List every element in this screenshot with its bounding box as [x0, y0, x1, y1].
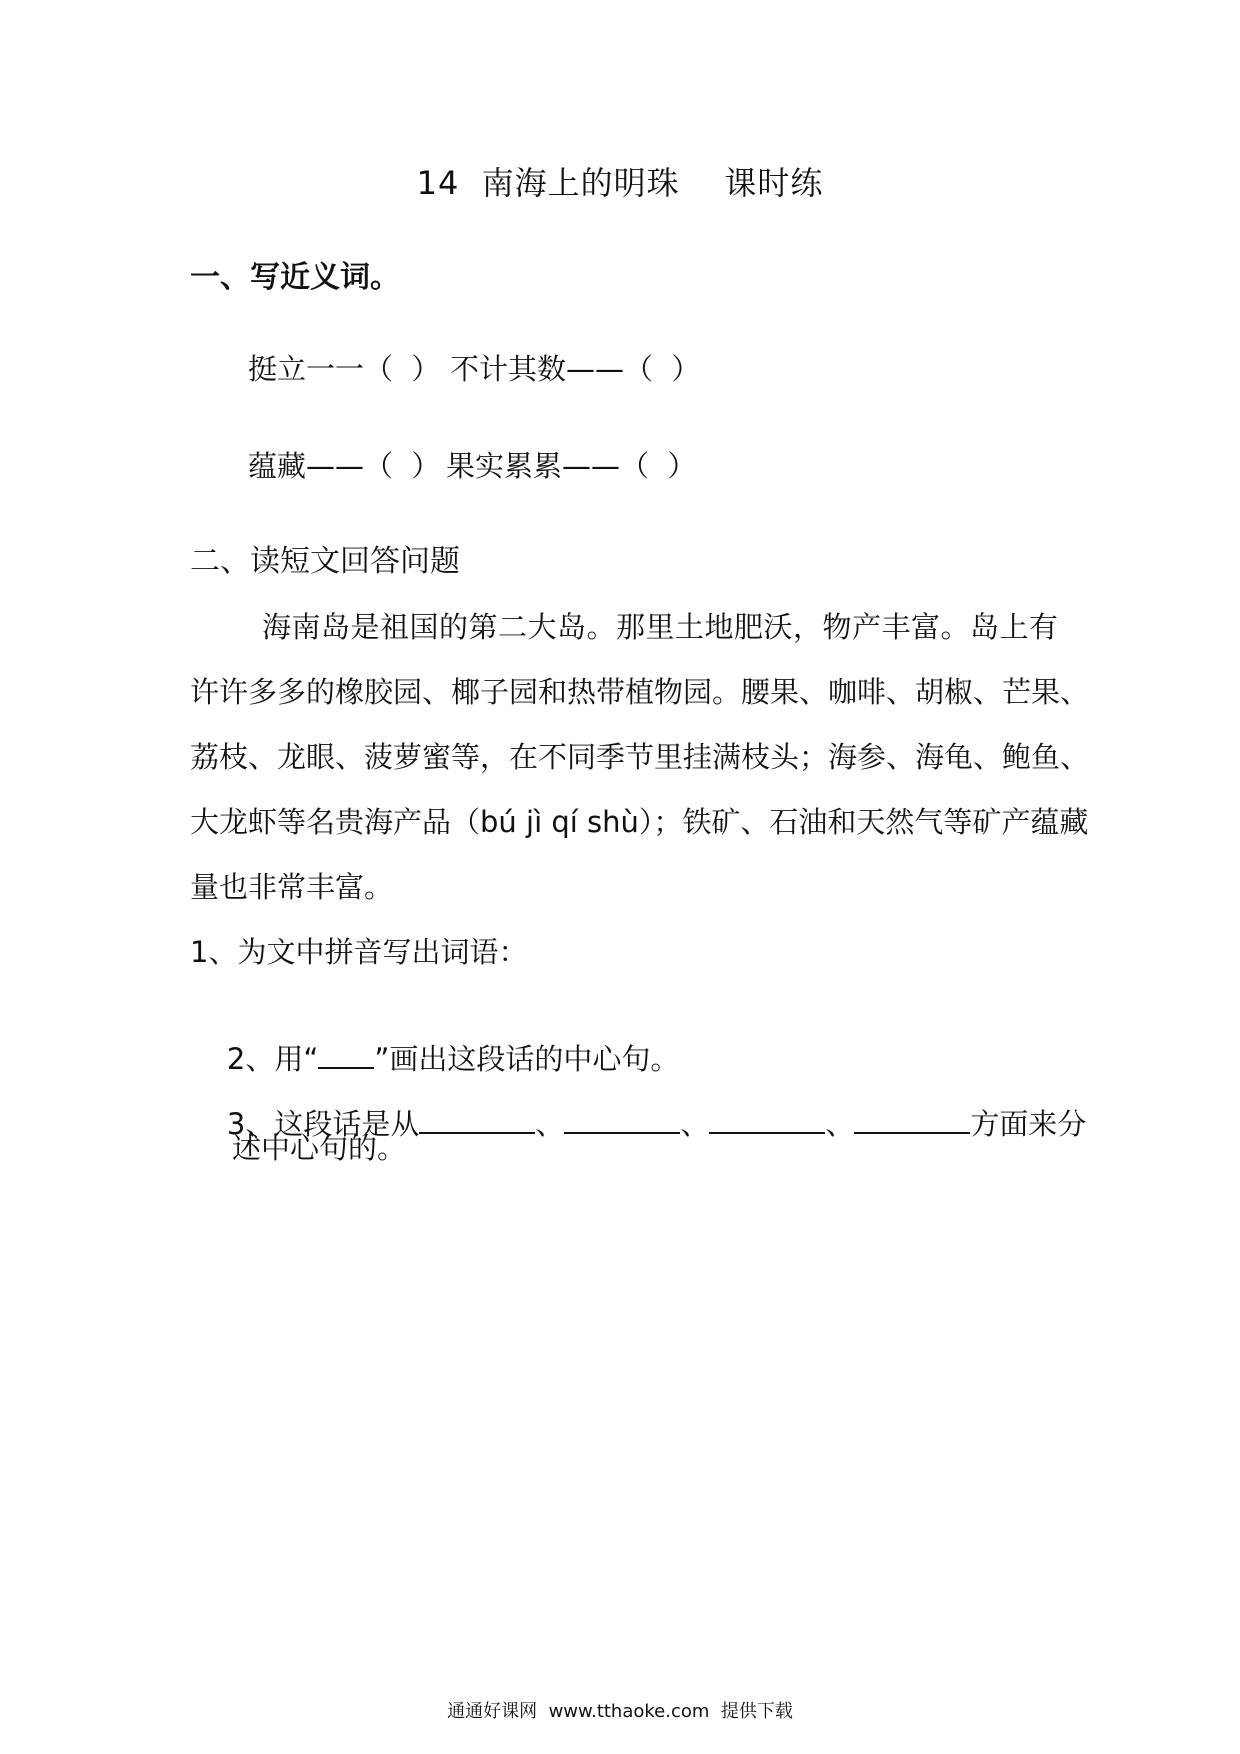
question-3-start: 3、这段话是从: [226, 1107, 420, 1141]
separator: 、: [825, 1107, 855, 1141]
separator: 、: [680, 1107, 710, 1141]
passage-line-5: 量也非常丰富。: [190, 870, 394, 904]
footer-credit: 通通好课网 www.tthaoke.com 提供下载: [447, 1701, 793, 1722]
page-title: 14 南海上的明珠 课时练: [416, 164, 824, 202]
section-1-heading: 一、写近义词。: [190, 260, 400, 295]
question-2-end: ”画出这段话的中心句。: [374, 1042, 680, 1076]
synonym-item-1: 挺立一一（ ）: [248, 352, 441, 386]
section-2-heading: 二、读短文回答问题: [190, 544, 460, 579]
question-3-end: 方面来分: [970, 1107, 1087, 1141]
answer-blank[interactable]: [854, 1102, 970, 1134]
synonym-item-3: 蕴藏——（ ）: [248, 449, 441, 483]
passage-line-3: 荔枝、龙眼、菠萝蜜等，在不同季节里挂满枝头；海参、海龟、鲍鱼、: [190, 740, 1090, 774]
answer-blank[interactable]: [419, 1102, 535, 1134]
separator: 、: [535, 1107, 565, 1141]
passage-line-4: 大龙虾等名贵海产品（bú jì qí shù）；铁矿、石油和天然气等矿产蕴藏: [190, 805, 1089, 839]
question-1: 1、为文中拼音写出词语：: [190, 935, 528, 969]
passage-line-2: 许许多多的橡胶园、椰子园和热带植物园。腰果、咖啡、胡椒、芒果、: [190, 675, 1090, 709]
question-3-continuation: 述中心句的。: [232, 1131, 407, 1165]
answer-blank[interactable]: [564, 1102, 680, 1134]
synonym-item-2: 不计其数——（ ）: [450, 352, 701, 386]
synonym-item-4: 果实累累——（ ）: [446, 449, 697, 483]
answer-blank[interactable]: [709, 1102, 825, 1134]
question-2-start: 2、用“: [226, 1042, 319, 1076]
passage-line-1: 海南岛是祖国的第二大岛。那里土地肥沃，物产丰富。岛上有: [262, 610, 1058, 644]
